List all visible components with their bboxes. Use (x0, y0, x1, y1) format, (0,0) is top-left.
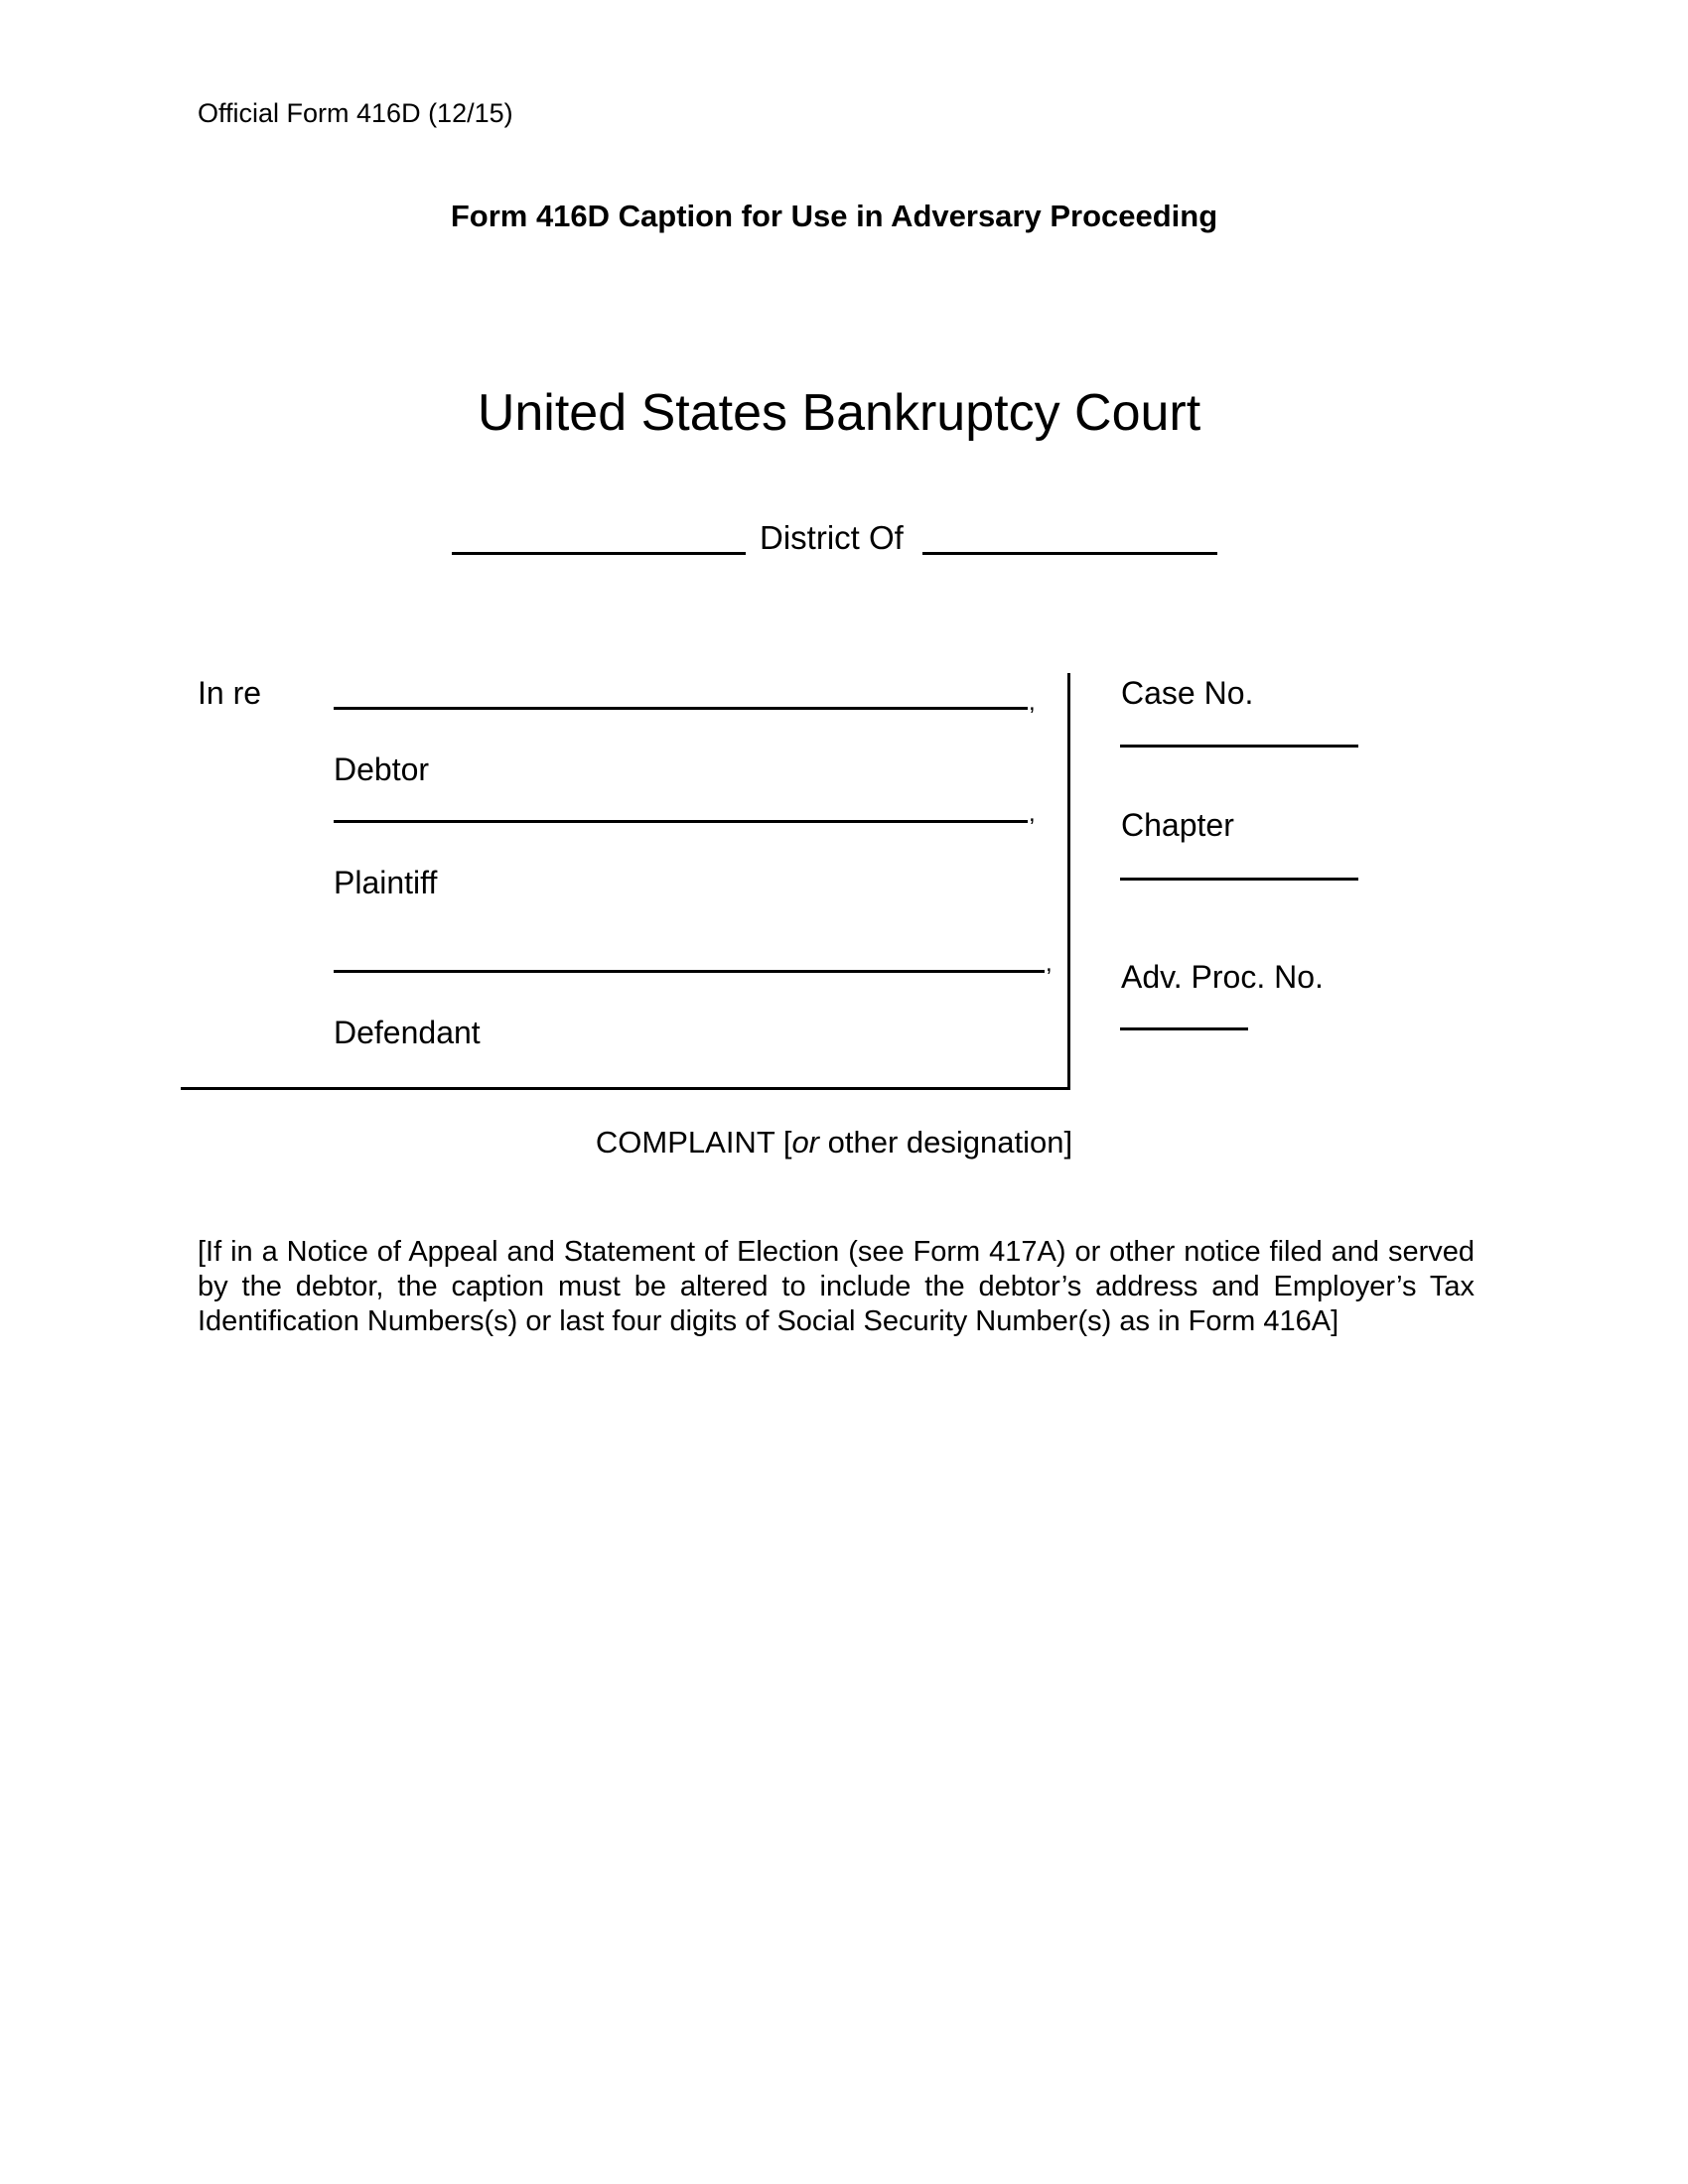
plaintiff-label: Plaintiff (334, 865, 438, 900)
comma: , (1029, 689, 1036, 716)
complaint-suffix: other designation] (819, 1125, 1073, 1160)
caption-vertical-divider (1067, 673, 1070, 1090)
comma: , (1029, 800, 1036, 827)
adv-proc-no-blank[interactable] (1120, 1027, 1248, 1030)
chapter-blank[interactable] (1120, 878, 1358, 881)
defendant-name-blank[interactable] (334, 970, 1045, 973)
district-blank-right[interactable] (922, 552, 1217, 555)
debtor-name-blank[interactable] (334, 707, 1028, 710)
complaint-italic: or (791, 1125, 820, 1160)
district-blank-left[interactable] (452, 552, 746, 555)
complaint-prefix: COMPLAINT [ (595, 1125, 792, 1160)
instruction-note: [If in a Notice of Appeal and Statement of Election (see Form 417A) or other notice filed and served by the debtor, the caption must be altered to include the debtor’s address and Employer’s Tax Identification Numbers(s) or last four digits of Social Security Number(s) as in Form 416A] (198, 1236, 1475, 1337)
document-designation (0, 1127, 1668, 1158)
caption-bottom-divider (181, 1087, 1070, 1090)
case-no-blank[interactable] (1120, 745, 1358, 748)
plaintiff-name-blank[interactable] (334, 820, 1028, 823)
district-label: District Of (760, 519, 904, 556)
case-no-label: Case No. (1121, 675, 1254, 711)
adv-proc-no-label: Adv. Proc. No. (1121, 959, 1324, 995)
comma: , (1046, 950, 1053, 977)
in-re-label: In re (198, 675, 262, 711)
debtor-label: Debtor (334, 751, 430, 787)
court-name: United States Bankruptcy Court (477, 384, 1201, 442)
chapter-label: Chapter (1121, 807, 1234, 843)
form-number: Official Form 416D (12/15) (198, 98, 513, 128)
defendant-label: Defendant (334, 1015, 481, 1050)
form-title: Form 416D Caption for Use in Adversary Proceeding (450, 199, 1218, 233)
